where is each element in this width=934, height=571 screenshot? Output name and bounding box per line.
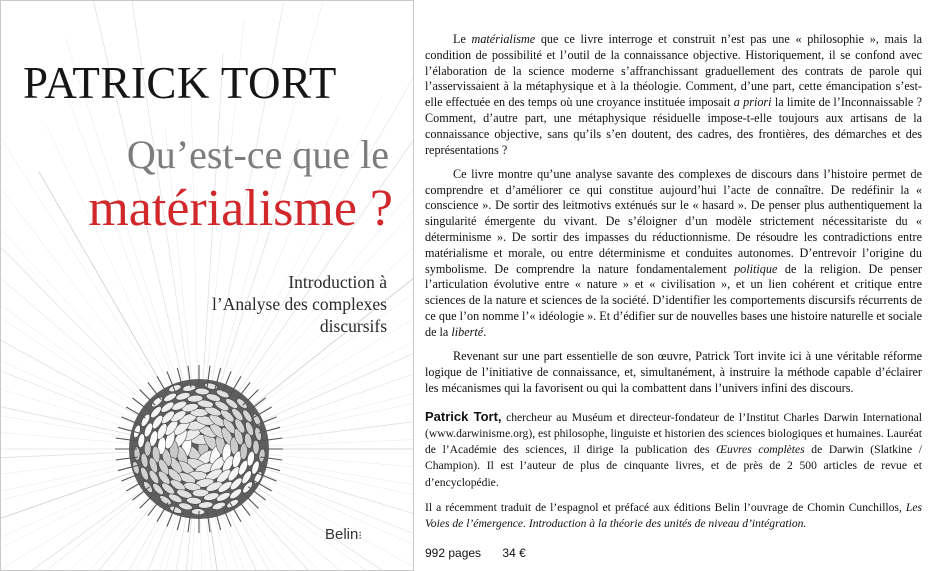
- book-info: [425, 546, 922, 562]
- author-bio-text: chercheur au Muséum et directeur-fondateur de l’Institut Charles Darwin International (www.darwinisme.org), est philosophe, linguiste et historien des sciences biologiques et humaines. Lauréat de l’Académie des sciences, il dirige la publication des Œuvres complètes de Darwin (Slatkine / Champion). Il est l’auteur de plus de cinquante livres, et de près de 2 500 articles de revue et d’encyclopédie.: [425, 410, 923, 489]
- sphere-petal: [191, 509, 204, 515]
- price: 34 €: [502, 545, 526, 560]
- cover-title-line1: Qu’est-ce que le: [126, 132, 389, 177]
- sphere-petal: [253, 440, 260, 454]
- description-paragraph: Revenant sur une part essentielle de son œuvre, Patrick Tort invite ici à une véritable réforme logique de l’initiative de connaissance, et, simultanément, à instruire la méthode capable d’éclairer les mécanismes qui la favorisent ou qui la combattent dans l’univers infini des discours.: [425, 349, 922, 395]
- translation-note: Il a récemment traduit de l’espagnol et préfacé aux éditions Belin l’ouvrage de Chomin Cunchillos, Les Voies de l’émergence. Introduction à la théorie des unités de niveau d’intégration.: [425, 500, 922, 530]
- author-bio-name: Patrick Tort,: [425, 408, 502, 424]
- description-paragraph: Ce livre montre qu’une analyse savante des complexes de discours dans l’histoire permet de comprendre et d’améliorer ce qui constitue aujourd’hui l’acte de connaître. De redéfinir la « conscience ». De sortir des leitmotivs exténués sur le « hasard ». De penser plus authentiquement la singularité émergente du vivant. De s’éloigner d’un modèle strictement nécessitariste du « déterminisme ». De sortir des impasses du réductionnisme. De résoudre les contradictions entre matérialisme et morale, ou entre déterminisme et conduites autonomes. D’entrevoir l’origine du symbolisme. De comprendre la nature fondamentalement politique de la religion. De penser l’articulation évolutive entre « nature » et « civilisation », et un lien cohérent et critique entre sciences de la nature et sciences de la société. D’identifier les comportements discursifs récurrents de ce que l’on nomme l’« idéologie ». Et d’édifier sur de nouvelles bases une histoire naturelle et sociale de la liberté.: [425, 166, 922, 339]
- cover-subtitle-line: l’Analyse des complexes: [212, 294, 387, 314]
- cover-subtitle: [212, 271, 387, 337]
- publisher-name: Belin: [325, 526, 359, 543]
- cover-sphere-illustration: [109, 359, 289, 539]
- sphere-petal: [144, 441, 151, 456]
- author-bio: [425, 409, 922, 491]
- page-count: 992 pages: [425, 545, 482, 560]
- cover-subtitle-line: discursifs: [319, 316, 387, 336]
- book-description: [425, 32, 922, 561]
- description-paragraph: Le matérialisme que ce livre interroge et construit n’est pas une « philosophie », mais la condition de possibilité et l’outil de la connaissance objective. Historiquement, il se confond avec l’élaboration de la science moderne s’affranchissant graduellement des contrats de parole qui l’asservissaient à la métaphysique et à la théologie. Comment, d’une part, cette émancipation s’est-elle effectuée en des temps où une croyance instituée imposait a priori la limite de l’Inconnaissable ? Comment, d’autre part, une métaphysique résiduelle impose-t-elle toujours aux artisans de la connaissance objective, sans qu’ils s’en doutent, des cadres, des frontières, des démarches et des représentations ?: [425, 32, 922, 157]
- cover-title-line2: matérialisme ?: [88, 180, 393, 237]
- cover-subtitle-line: Introduction à: [288, 272, 387, 292]
- cover-author: PATRICK TORT: [23, 58, 337, 108]
- publisher-logo: Belin⁝: [325, 526, 362, 543]
- book-cover: [0, 0, 414, 571]
